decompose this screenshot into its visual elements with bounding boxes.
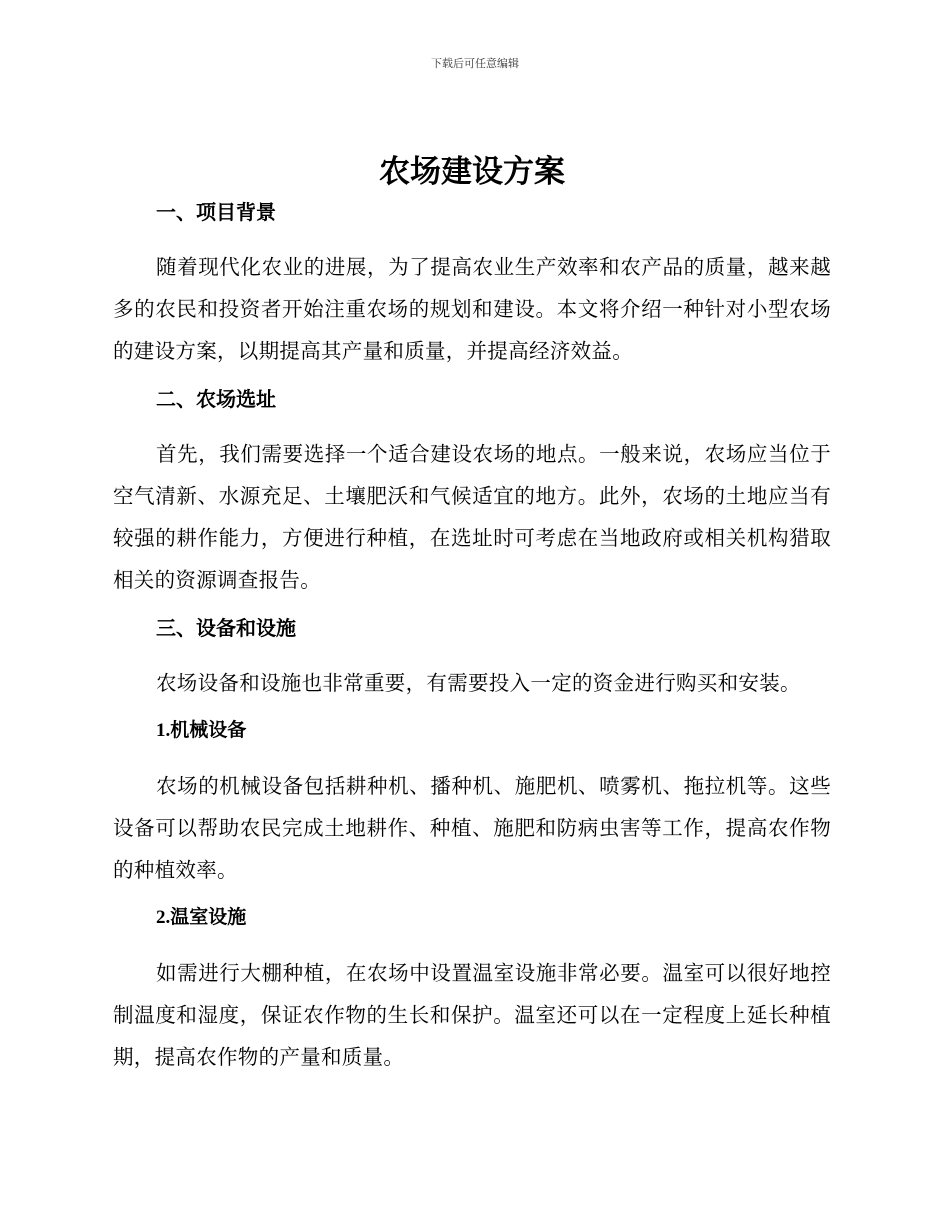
- subsection-heading-machinery: 1.机械设备: [156, 720, 247, 741]
- section-paragraph-site-selection: 首先，我们需要选择一个适合建设农场的地点。一般来说，农场应当位于空气清新、水源充足、土壤肥沃和气候适宜的地方。此外，农场的土地应当有较强的耕作能力，方便进行种植，在选址时可考虑在当地政府或相关机构猎取相关的资源调查报告。: [113, 442, 831, 592]
- section-paragraph-equipment: 农场设备和设施也非常重要，有需要投入一定的资金进行购买和安装。: [156, 671, 801, 695]
- section-paragraph-background: 随着现代化农业的进展，为了提高农业生产效率和农产品的质量，越来越多的农民和投资者开始注重农场的规划和建设。本文将介绍一种针对小型农场的建设方案，以期提高其产量和质量，并提高经济效益。: [113, 255, 831, 363]
- subsection-heading-greenhouse: 2.温室设施: [156, 907, 247, 928]
- subsection-paragraph-greenhouse: 如需进行大棚种植，在农场中设置温室设施非常必要。温室可以很好地控制温度和湿度，保证农作物的生长和保护。温室还可以在一定程度上延长种植期，提高农作物的产量和质量。: [113, 961, 831, 1069]
- page-header-note: 下载后可任意编辑: [431, 57, 519, 70]
- section-heading-background: 一、项目背景: [156, 200, 276, 224]
- subsection-paragraph-machinery: 农场的机械设备包括耕种机、播种机、施肥机、喷雾机、拖拉机等。这些设备可以帮助农民完成土地耕作、种植、施肥和防病虫害等工作，提高农作物的种植效率。: [113, 774, 831, 882]
- section-heading-equipment: 三、设备和设施: [156, 616, 296, 640]
- section-heading-site-selection: 二、农场选址: [156, 387, 276, 411]
- document-title: 农场建设方案: [379, 154, 565, 190]
- document-body: [113, 150, 831, 1091]
